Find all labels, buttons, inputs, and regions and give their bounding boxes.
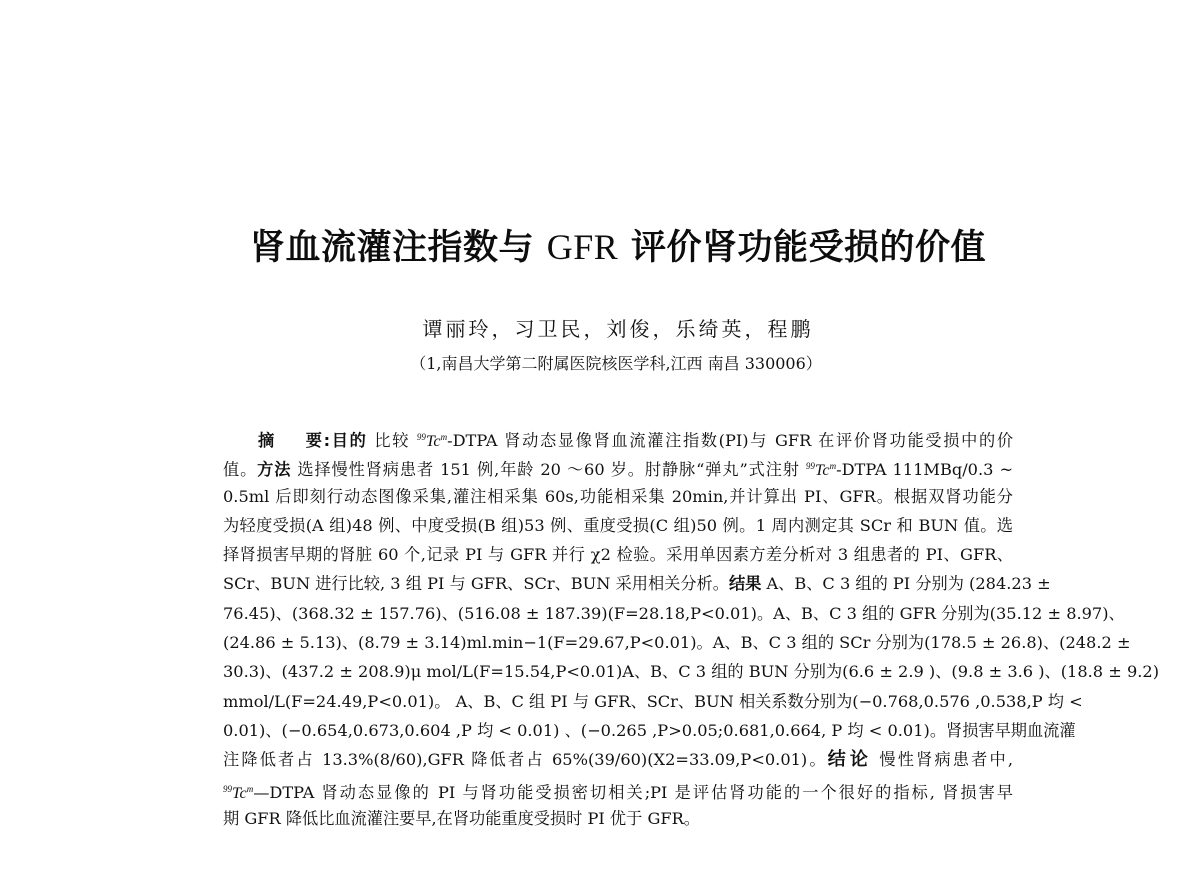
- abstract-line: [223, 628, 1131, 657]
- abstract-text: 慢性肾病患者中,: [872, 750, 1013, 770]
- abstract-text: -DTPA 肾动态显像肾血流灌注指数(PI)与 GFR 在评价肾功能受损中的价: [447, 431, 1014, 450]
- author-list: 谭丽玲，习卫民，刘俊，乐绮英，程鹏: [422, 317, 814, 341]
- abstract-text: 值。: [223, 460, 258, 480]
- abstract-text: —DTPA 肾动态显像的 PI 与肾功能受损密切相关;PI 是评估肾功能的一个很好的指标, 肾损害早: [253, 782, 1013, 802]
- abstract-line: [223, 745, 1013, 774]
- abstract-section-keyword: 结论: [827, 749, 873, 771]
- abstract-text: -DTPA 111MBq/0.3 ~: [836, 460, 1014, 480]
- abstract-line: [223, 716, 1076, 745]
- abstract-text: 选择慢性肾病患者 151 例,年龄 20 ～60 岁。肘静脉“弹丸”式注射: [291, 460, 806, 480]
- abstract-line: [223, 423, 1013, 452]
- abstract-text: 0.5ml 后即刻行动态图像采集,灌注相采集 60s,功能相采集 20min,并计算出 PI、GFR。根据双肾功能分: [223, 486, 1013, 506]
- abstract-section-keyword: 目的: [330, 431, 368, 450]
- abstract-text: 0.01)、(−0.654,0.673,0.604 ,P 均 < 0.01) 、(−0.265 ,P>0.05;0.681,0.664, P 均 < 0.01)。肾损害早期血流灌: [223, 720, 1076, 740]
- abstract-line: [223, 687, 1083, 716]
- abstract-line: [223, 804, 1013, 833]
- abstract-line: [223, 599, 1125, 628]
- title-part-after: 评价肾功能受损的价值: [618, 228, 986, 268]
- abstract-line: [223, 569, 1051, 598]
- abstract-section-keyword: 结果: [728, 574, 762, 594]
- abstract-line: [223, 540, 1013, 569]
- abstract-line: [223, 511, 1013, 540]
- abstract-text: 期 GFR 降低比血流灌注要早,在肾功能重度受损时 PI 优于 GFR。: [223, 808, 700, 828]
- abstract-text: 注降低者占 13.3%(8/60),GFR 降低者占 65%(39/60)(X2=33.09,P<0.01)。: [223, 750, 828, 770]
- abstract-text: mmol/L(F=24.49,P<0.01)。 A、B、C 组 PI 与 GFR、SCr、BUN 相关系数分别为(−0.768,0.576 ,0.538,P 均 <: [223, 691, 1083, 711]
- isotope-symbol: $^{99}$Tc$^m$: [416, 432, 448, 450]
- title-part-before: 肾血流灌注指数与: [250, 228, 547, 268]
- abstract-line: [223, 775, 1013, 804]
- abstract-line: [223, 452, 1013, 481]
- abstract-line: [223, 482, 1013, 511]
- abstract-label: 摘 要:: [258, 431, 331, 450]
- author-affiliation: （1,南昌大学第二附属医院核医学科,江西 南昌 330006）: [410, 354, 822, 373]
- abstract-section-keyword: 方法: [257, 460, 292, 480]
- abstract-text: 为轻度受损(A 组)48 例、中度受损(B 组)53 例、重度受损(C 组)50 例。1 周内测定其 SCr 和 BUN 值。选: [223, 515, 1013, 535]
- abstract-text: 择肾损害早期的肾脏 60 个,记录 PI 与 GFR 并行 χ2 检验。采用单因素方差分析对 3 组患者的 PI、GFR、: [223, 545, 1013, 565]
- title-part-latin: GFR: [546, 227, 619, 267]
- abstract-text: 76.45)、(368.32 ± 157.76)、(516.08 ± 187.39)(F=28.18,P<0.01)。A、B、C 3 组的 GFR 分别为(35.12 ± 8.97)、: [223, 603, 1125, 623]
- abstract-text: SCr、BUN 进行比较, 3 组 PI 与 GFR、SCr、BUN 采用相关分析。: [223, 574, 729, 594]
- isotope-symbol: $^{99}$Tc$^m$: [223, 783, 254, 802]
- abstract-block: [223, 423, 1160, 833]
- abstract-text: 比较: [367, 431, 417, 450]
- abstract-text: 30.3)、(437.2 ± 208.9)μ mol/L(F=15.54,P<0.01)A、B、C 3 组的 BUN 分别为(6.6 ± 2.9 )、(9.8 ± 3.6 )、(18.8 ± 9.2): [223, 662, 1160, 682]
- abstract-text: (24.86 ± 5.13)、(8.79 ± 3.14)ml.min−1(F=29.67,P<0.01)。A、B、C 3 组的 SCr 分别为(178.5 ± 26.8)、(248.2 ±: [223, 633, 1131, 653]
- paper-title: [0, 220, 1200, 270]
- abstract-text: A、B、C 3 组的 PI 分别为 (284.23 ±: [761, 574, 1051, 594]
- isotope-symbol: $^{99}$Tc$^m$: [805, 461, 837, 480]
- abstract-line: [223, 657, 1160, 686]
